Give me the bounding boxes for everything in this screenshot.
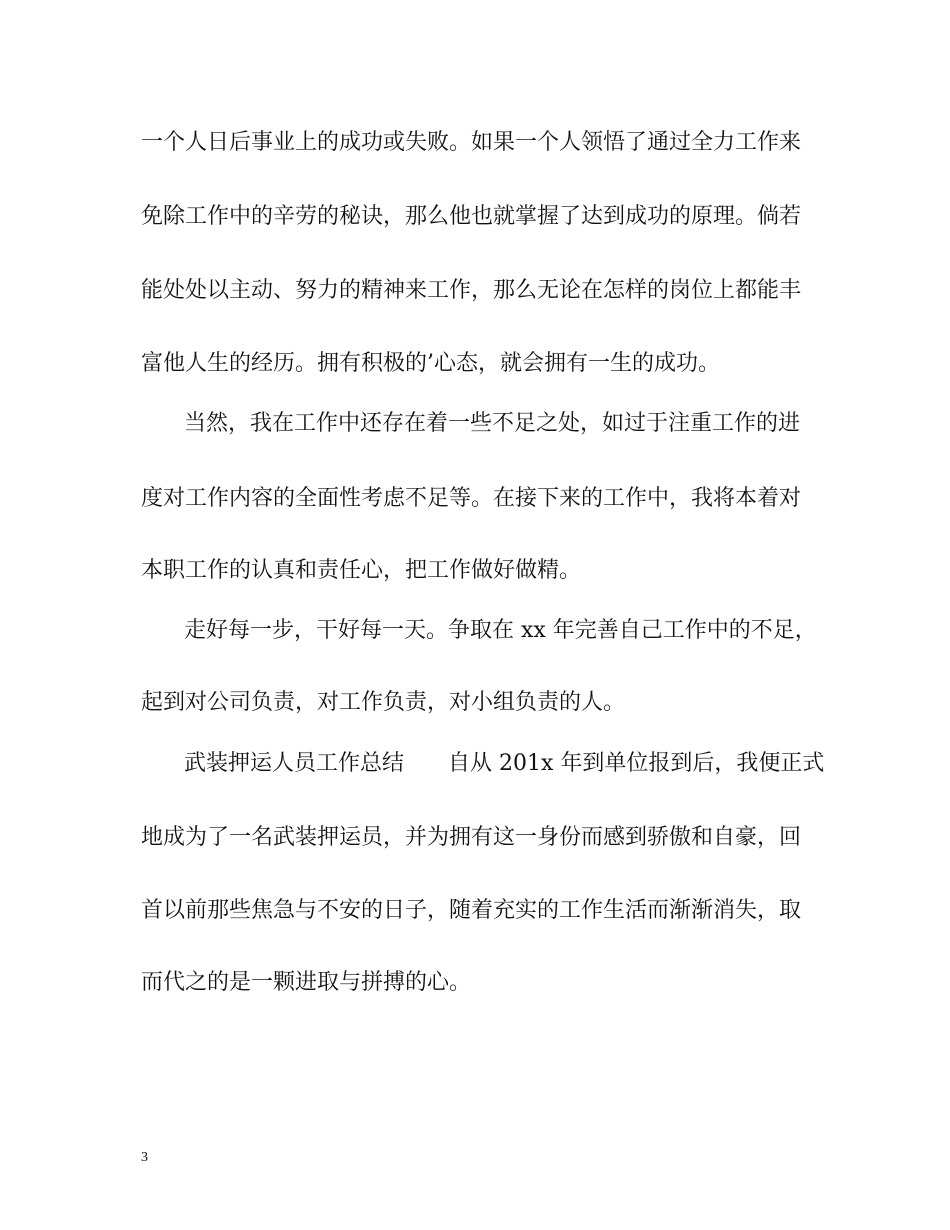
text-line: 能处处以主动、努力的精神来工作，那么无论在怎样的岗位上都能丰 [141, 278, 802, 303]
text-line: 地成为了一名武装押运员，并为拥有这一身份而感到骄傲和自豪，回 [141, 825, 802, 850]
text-line: 一个人日后事业上的成功或失败。如果一个人领悟了通过全力工作来 [141, 130, 802, 155]
text-line: 免除工作中的辛劳的秘诀，那么他也就掌握了达到成功的原理。倘若 [141, 204, 802, 229]
page-number: 3 [141, 1150, 148, 1165]
paragraph-first-line: 武装押运人员工作总结 自从 201x 年到单位报到后，我便正式 [184, 751, 825, 776]
text-line: 起到对公司负责，对工作负责，对小组负责的人。 [141, 690, 626, 715]
text-line: 富他人生的经历。拥有积极的’心态，就会拥有一生的成功。 [141, 351, 720, 376]
text-line: 本职工作的认真和责任心，把工作做好做精。 [141, 558, 582, 583]
paragraph-first-line: 当然，我在工作中还存在着一些不足之处，如过于注重工作的进 [184, 411, 801, 436]
text-line: 度对工作内容的全面性考虑不足等。在接下来的工作中，我将本着对 [141, 486, 802, 511]
paragraph-first-line: 走好每一步，干好每一天。争取在 xx 年完善自己工作中的不足， [184, 618, 817, 643]
text-line: 首以前那些焦急与不安的日子，随着充实的工作生活而渐渐消失，取 [141, 898, 802, 923]
text-line: 而代之的是一颗进取与拼搏的心。 [141, 970, 472, 995]
